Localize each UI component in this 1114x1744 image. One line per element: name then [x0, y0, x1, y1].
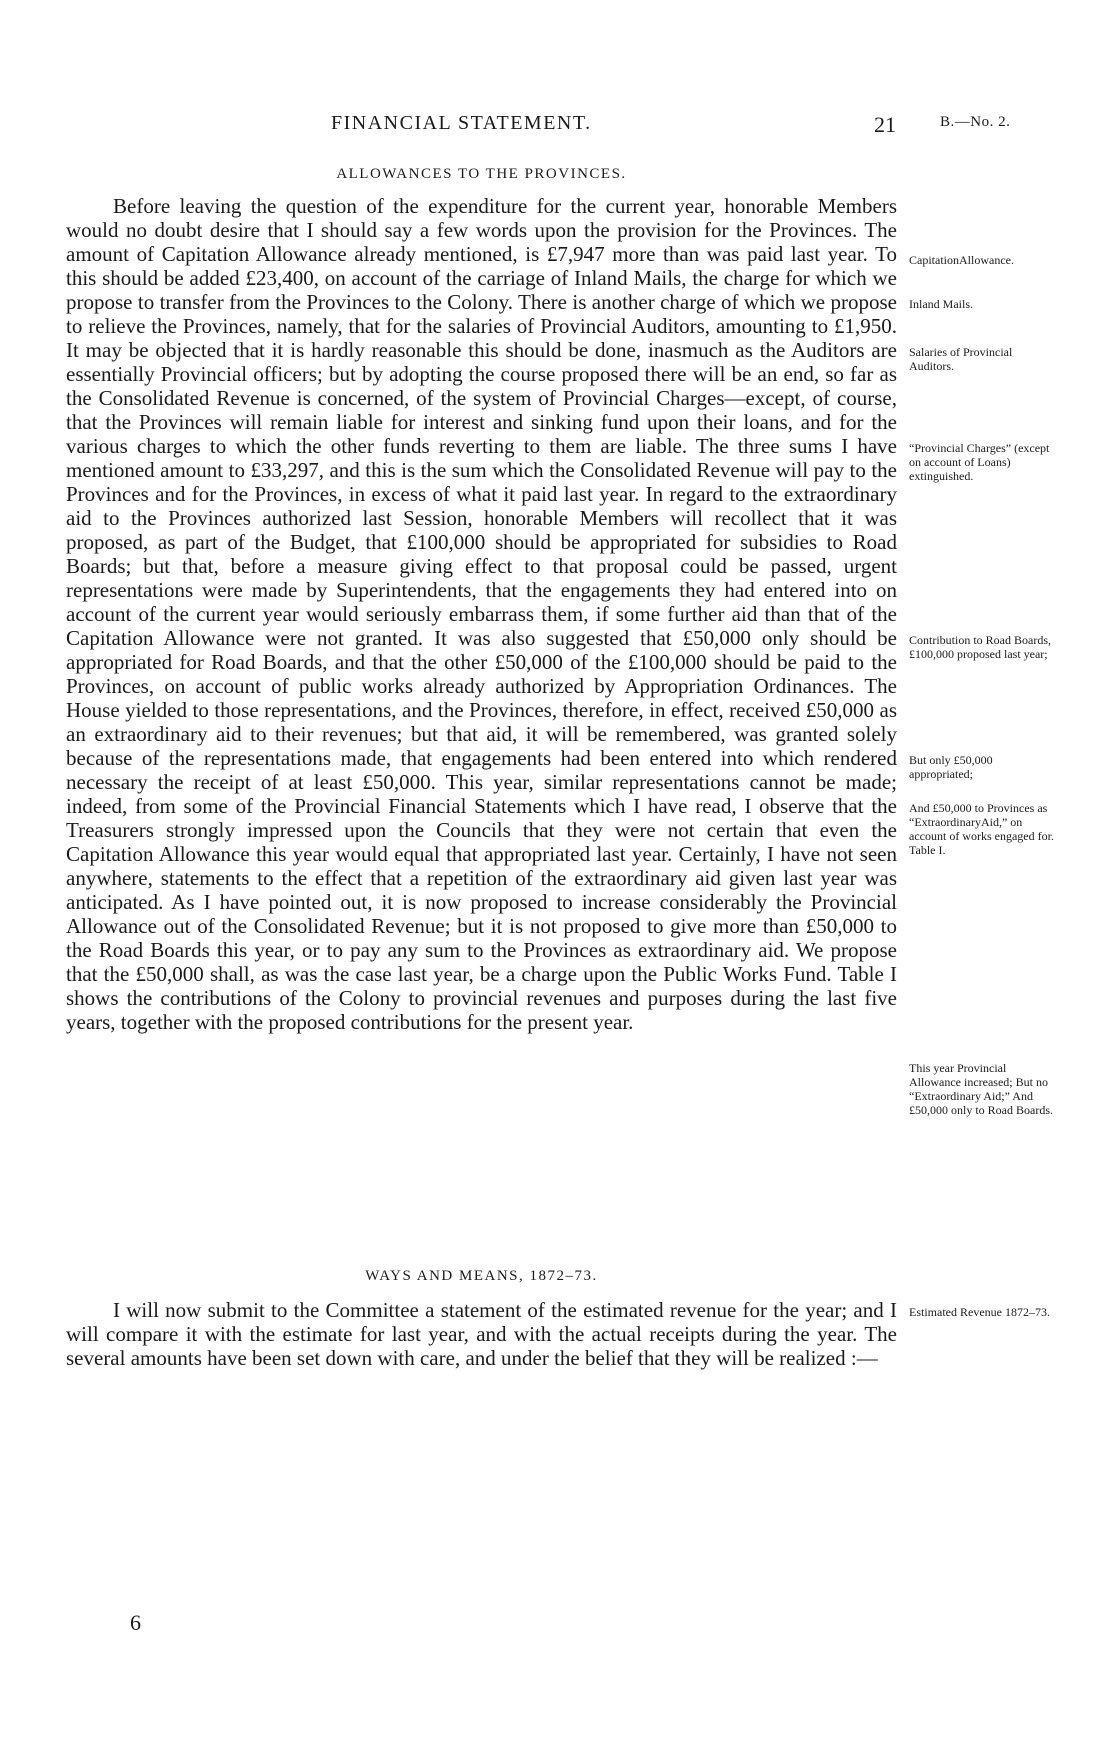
- margin-note-auditors: Salaries of Provincial Auditors.: [909, 345, 1013, 373]
- signature-mark: 6: [130, 1610, 141, 1635]
- margin-note-estimated-revenue: Estimated Revenue 1872–73.: [909, 1305, 1050, 1319]
- margin-note-capitation: CapitationAllowance.: [909, 253, 1014, 267]
- margin-note-provincial-charges: “Provincial Charges” (except on account of Loans) extinguished.: [909, 441, 1050, 483]
- body-paragraph-ways-and-means: I will now submit to the Committee a statement of the estimated revenue for the year; and I will compare it with the estimate for last year, and with the actual receipts during the year. The several amounts have been set down with care, and under the belief that they will be realized :—: [66, 1298, 897, 1370]
- margin-note-this-year: This year Provincial Allowance increased; But no “Extraordinary Aid;” And £50,000 only to Road Boards.: [909, 1061, 1053, 1117]
- margin-note-road-boards-contribution: Contribution to Road Boards, £100,000 proposed last year;: [909, 633, 1051, 661]
- body-paragraph-allowances: Before leaving the question of the expenditure for the current year, honorable Members would no doubt desire that I should say a few words upon the provision for the Provinces. The amount of Capitation Allowance already mentioned, is £7,947 more than was paid last year. To this should be added £23,400, on account of the carriage of Inland Mails, the charge for which we propose to transfer from the Provinces to the Colony. There is another charge of which we propose to relieve the Provinces, namely, that for the salaries of Provincial Auditors, amounting to £1,950. It may be objected that it is hardly reasonable this should be done, inasmuch as the Auditors are essentially Provincial officers; but by adopting the course proposed there will be an end, so far as the Consolidated Revenue is concerned, of the system of Provincial Charges—except, of course, that the Provinces will remain liable for interest and sinking fund upon their loans, and for the various charges to which the other funds reverting to them are liable. The three sums I have mentioned amount to £33,297, and this is the sum which the Consolidated Revenue will pay to the Provinces and for the Provinces, in excess of what it paid last year. In regard to the extraordinary aid to the Provinces authorized last Session, honorable Members will recollect that it was proposed, as part of the Budget, that £100,000 should be appropriated for subsidies to Road Boards; but that, before a measure giving effect to that proposal could be passed, urgent representations were made by Superintendents, that the engagements they had entered into on account of the current year would seriously embarrass them, if some further aid than that of the Capitation Allowance were not granted. It was also suggested that £50,000 only should be appropriated for Road Boards, and that the other £50,000 of the £100,000 should be paid to the Provinces, on account of public works already authorized by Appropriation Ordinances. The House yielded to those representations, and the Provinces, therefore, in effect, received £50,000 as an extraordinary aid to their revenues; but that aid, it will be remembered, was granted solely because of the representations made, that engagements had been entered into which rendered necessary the receipt of at least £50,000. This year, similar representations cannot be made; indeed, from some of the Provincial Financial Statements which I have read, I observe that the Treasurers strongly impressed upon the Councils that they were not certain that even the Capitation Allowance this year would equal that appropriated last year. Certainly, I have not seen anywhere, statements to the effect that a repetition of the extraordinary aid given last year was anticipated. As I have pointed out, it is now proposed to increase considerably the Provincial Allowance out of the Consolidated Revenue; but it is not proposed to give more than £50,000 to the Road Boards this year, or to pay any sum to the Provinces as extraordinary aid. We propose that the £50,000 shall, as was the case last year, be a charge upon the Public Works Fund. Table I shows the contributions of the Colony to provincial revenues and purposes during the last five years, together with the proposed contributions for the present year.: [66, 194, 897, 1034]
- page-header: [0, 112, 1114, 138]
- margin-note-extraordinary-aid: And £50,000 to Provinces as “ExtraordinaryAid,” on account of works engaged for. Table I.: [909, 801, 1054, 857]
- margin-note-only-50000: But only £50,000 appropriated;: [909, 753, 993, 781]
- margin-note-inland-mails: Inland Mails.: [909, 297, 973, 311]
- document-reference: B.—No. 2.: [940, 114, 1011, 130]
- section-heading-ways-and-means: WAYS AND MEANS, 1872–73.: [365, 1268, 598, 1284]
- section-heading-allowances: ALLOWANCES TO THE PROVINCES.: [336, 166, 627, 182]
- page-number: 21: [874, 112, 896, 137]
- running-title: FINANCIAL STATEMENT.: [331, 112, 592, 134]
